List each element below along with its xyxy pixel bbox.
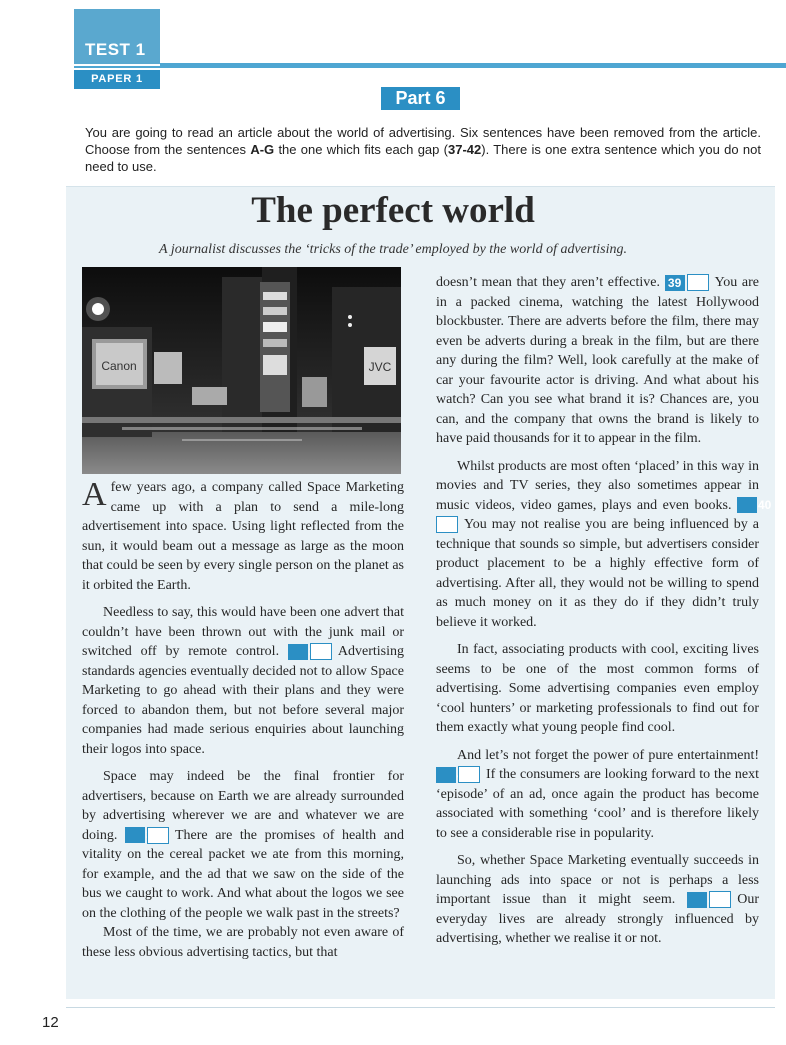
paragraph-4: Most of the time, we are probably not even aware of these less obvious advertising tactics, but that bbox=[82, 925, 404, 960]
article-left-column bbox=[82, 478, 404, 962]
paragraph-5: Whilst products are most often ‘placed’ in this way in movies and TV series, they also sometimes appear in music videos, video games, plays and even books. 40You may not realise you are being influenced by a technique that sounds so simple, but advertisers consider product placement to be a highly effective form of advertising. After all, they would not be willing to spend as much money on it as they do if they didn’t truly believe it worked. bbox=[436, 458, 772, 630]
page-number: 12 bbox=[42, 1014, 59, 1031]
gap-42-answer-box[interactable] bbox=[709, 891, 731, 908]
part-label: Part 6 bbox=[381, 87, 460, 110]
paragraph-6: In fact, associating products with cool, exciting lives seems to be one of the most common forms of advertising. Some advertising companies even employ ‘cool hunters’ or marketing professionals to find out for them exactly what young people find cool. bbox=[436, 642, 759, 735]
paragraph-2: Needless to say, this would have been one advert that couldn’t have been thrown out with the junk mail or switched off by remote control. Advertising standards agencies eventually decided not to allow Space Marketing to go ahead with their plans and they were forced to abandon them, but not before several major companies had made serious enquiries about launching their logos into space. bbox=[82, 605, 404, 757]
gap-41-answer-box[interactable] bbox=[458, 766, 480, 783]
gap-42-number bbox=[687, 892, 707, 908]
paragraph-1: Afew years ago, a company called Space Marketing came up with a plan to send a mile-long advertisement into space. Using light reflected from the sun, it would beam out a message as large as the moon that could be seen by every single person on the planet as it orbited the Earth. bbox=[82, 476, 404, 593]
drop-cap: A bbox=[82, 476, 107, 513]
svg-text:Canon: Canon bbox=[101, 359, 137, 373]
paragraph-3: Space may indeed be the final frontier for advertisers, because on Earth we are already surrounded by advertising wherever we are and whatever we are doing. There are the promises of health and vitality on the cereal packet we ate from this morning, for example, and the ad that we saw on the side of the bus we caught to work. And what about the logos we see on the clothing of the people we walk past in the streets? bbox=[82, 769, 404, 921]
gap-38-answer-box[interactable] bbox=[147, 827, 169, 844]
gap-38-number bbox=[125, 827, 145, 843]
article-title: The perfect world bbox=[251, 190, 535, 231]
gap-39-answer-box[interactable] bbox=[687, 274, 709, 291]
paragraph-8: So, whether Space Marketing eventually succeeds in launching ads into space or not is perhaps a less important issue than it might seem. Our everyday lives are already strongly influenced by advertising, whether we realise it or not. bbox=[436, 853, 759, 946]
article-photo bbox=[82, 267, 401, 474]
article-divider bbox=[66, 1007, 775, 1008]
test-label: TEST 1 bbox=[85, 40, 146, 59]
gap-41-number bbox=[436, 767, 456, 783]
gap-40-answer-box[interactable] bbox=[436, 516, 458, 533]
gap-37-number bbox=[288, 644, 308, 660]
paragraph-4-continued: doesn’t mean that they aren’t effective. 39 You are in a packed cinema, watching the latest Hollywood blockbuster. There are adverts before the film, there may even be adverts during a break in the film, but are there any during the film? Well, look carefully at the make of car your favourite actor is driving. And what about his watch? Can you see what brand it is? Chances are, you can, and the company that owns the brand is likely to have paid thousands for it to appear in the film. bbox=[436, 275, 759, 446]
article-subtitle: A journalist discusses the ‘tricks of the trade’ employed by the world of advertising. bbox=[159, 242, 627, 257]
gap-39-number: 39 bbox=[665, 275, 685, 291]
instructions: You are going to read an article about the world of advertising. Six sentences have been removed from the article. Choose from the sentences A-G the one which fits each gap (37-42). There is one extra sentence which you do not need to use. bbox=[85, 125, 761, 174]
header-rule-left bbox=[74, 66, 160, 68]
gap-40-number: 40 bbox=[737, 497, 757, 513]
header-rule bbox=[160, 63, 786, 68]
article-right-column bbox=[436, 273, 772, 949]
paragraph-7: And let’s not forget the power of pure entertainment! If the consumers are looking forward to the next ‘episode’ of an ad, once again the product has become associated with something ‘cool’ and is therefore likely to see a considerable rise in popularity. bbox=[436, 747, 759, 841]
city-night-image bbox=[82, 267, 401, 474]
paper-label: PAPER 1 bbox=[74, 70, 160, 89]
gap-37-answer-box[interactable] bbox=[310, 643, 332, 660]
svg-text:JVC: JVC bbox=[368, 360, 392, 374]
